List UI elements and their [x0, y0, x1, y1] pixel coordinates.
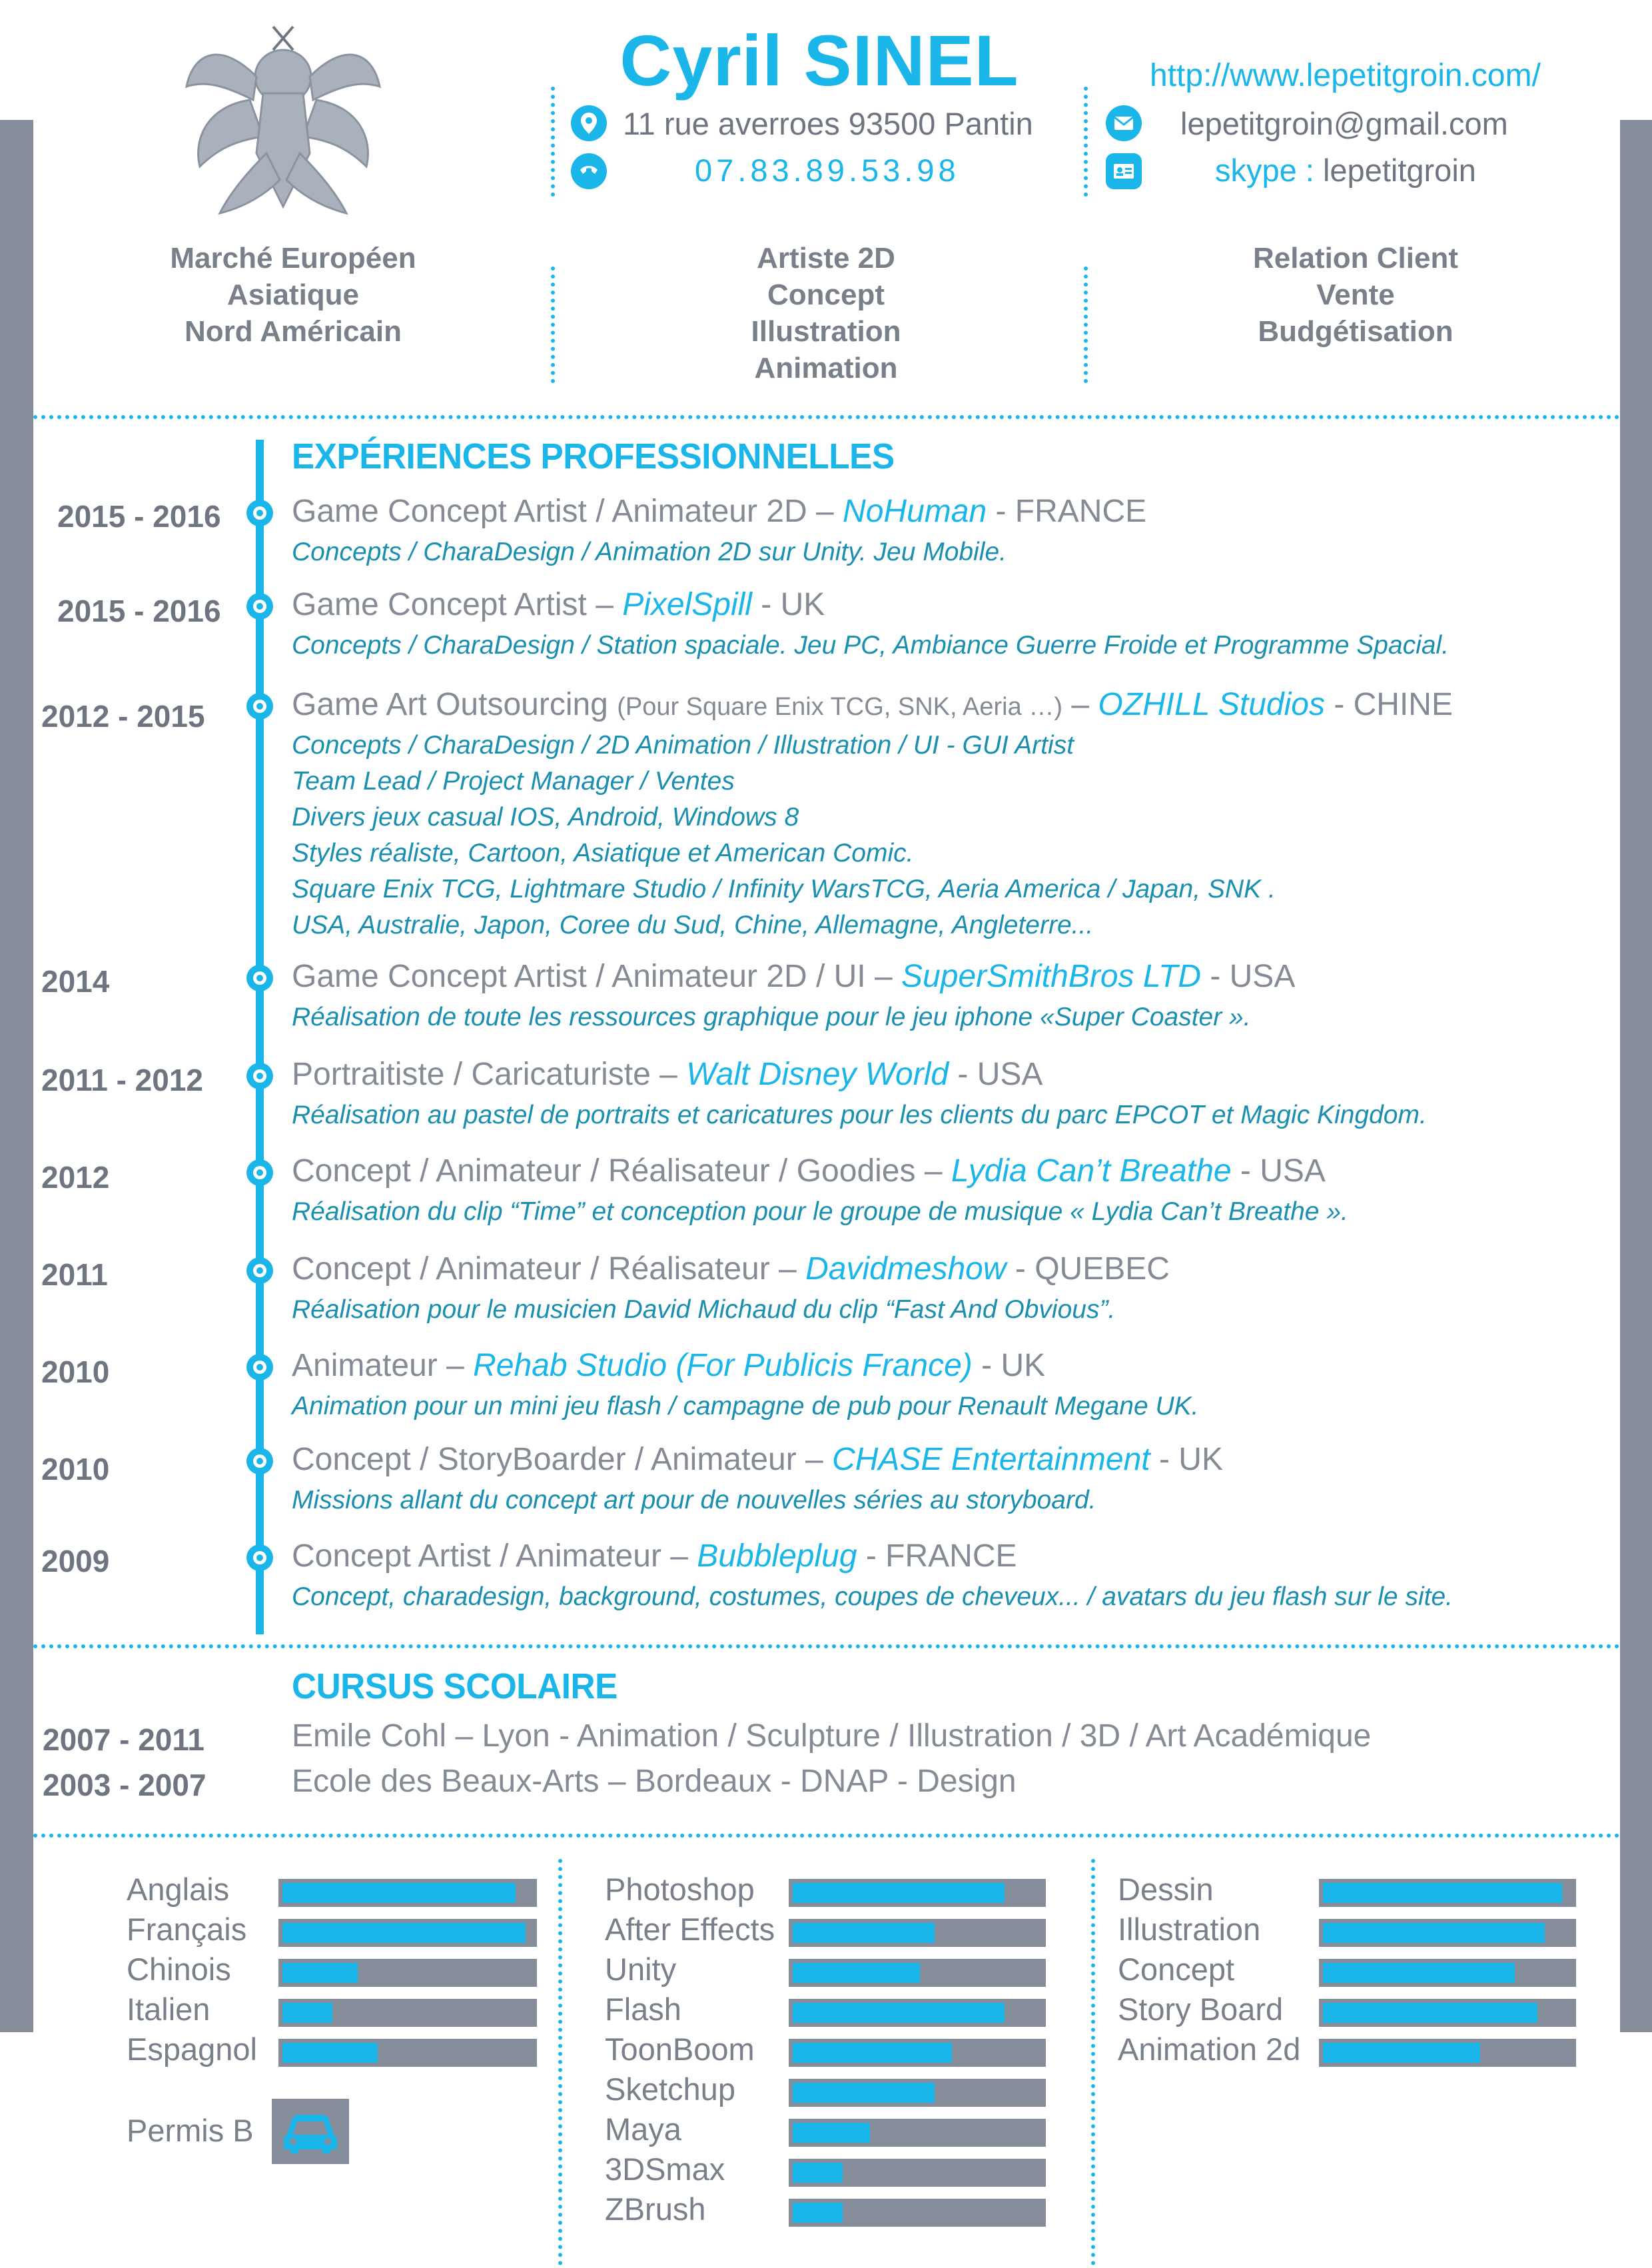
section-separator-1 [33, 415, 1620, 419]
languages-skill-level [282, 1923, 526, 1943]
software-skill-label: After Effects [605, 1912, 775, 1947]
job-description: Concepts / CharaDesign / Animation 2D sur Unity. Jeu Mobile. [292, 538, 1007, 566]
software-skill-level [793, 2043, 952, 2063]
location-pin-icon [571, 105, 607, 141]
job-description: Divers jeux casual IOS, Android, Windows 8 [292, 803, 799, 832]
art-skill-level [1323, 1883, 1562, 1903]
skills-divider-left [558, 1859, 562, 2265]
art-skill-bar [1319, 1999, 1576, 2027]
timeline-node [246, 693, 273, 720]
right-sidebar [1620, 120, 1652, 2032]
art-focus-item: Artiste 2D [757, 242, 895, 275]
job-description: Concepts / CharaDesign / 2D Animation / Illustration / UI - GUI Artist [292, 731, 1074, 760]
timeline-node [246, 1544, 273, 1571]
job-role: Concept / StoryBoarder / Animateur – [292, 1442, 833, 1477]
job-years: 2011 - 2012 [41, 1063, 204, 1097]
job-role-separator: – [1062, 687, 1098, 722]
job-country: - CHINE [1324, 687, 1453, 722]
languages-skill-level [282, 2043, 378, 2063]
languages-skill-label: Français [127, 1912, 247, 1947]
job-years: 2012 - 2015 [41, 699, 205, 734]
job-title [292, 1251, 1170, 1287]
section-separator-3 [33, 1834, 1620, 1838]
software-skill-level [793, 2203, 843, 2223]
phone-icon [571, 153, 607, 189]
email-icon [1106, 105, 1142, 141]
software-skill-label: Maya [605, 2111, 681, 2147]
languages-skill-bar [278, 1999, 537, 2027]
software-skill-bar [789, 1999, 1046, 2027]
software-skill-label: Sketchup [605, 2071, 735, 2107]
art-skill-level [1323, 2043, 1480, 2063]
software-skill-label: Unity [605, 1952, 677, 1987]
timeline-node [246, 965, 273, 991]
job-company: Bubbleplug [697, 1538, 857, 1574]
software-skill-label: ZBrush [605, 2191, 706, 2227]
job-description: Missions allant du concept art pour de nouvelles séries au storyboard. [292, 1486, 1096, 1514]
art-skill-bar [1319, 2039, 1576, 2067]
business-column [1182, 240, 1529, 350]
header-divider-right [1084, 87, 1088, 197]
job-description: Styles réaliste, Cartoon, Asiatique et American Comic. [292, 839, 914, 867]
address-text: 11 rue averroes 93500 Pantin [623, 106, 1033, 141]
section-separator-2 [33, 1644, 1620, 1648]
art-skill-bar [1319, 1879, 1576, 1907]
job-country: - USA [1200, 959, 1296, 994]
job-description: Réalisation au pastel de portraits et caricatures pour les clients du parc EPCOT et Magic Kingdom. [292, 1101, 1427, 1129]
job-title [292, 1538, 1017, 1574]
left-sidebar [0, 120, 33, 2032]
candidate-name: Cyril SINEL [620, 20, 1019, 101]
job-company: Walt Disney World [686, 1057, 949, 1092]
job-description: USA, Australie, Japon, Coree du Sud, Chine, Allemagne, Angleterre... [292, 911, 1094, 939]
software-skill-bar [789, 1919, 1046, 1947]
education-years: 2007 - 2011 [43, 1722, 205, 1757]
languages-skill-bar [278, 1959, 537, 1987]
languages-skill-level [282, 1963, 358, 1983]
languages-skill-bar [278, 2039, 537, 2067]
timeline-node [246, 1257, 273, 1284]
languages-skill-level [282, 2003, 332, 2023]
email-address[interactable]: lepetitgroin@gmail.com [1180, 106, 1508, 141]
software-skill-level [793, 2083, 935, 2103]
software-skill-bar [789, 2119, 1046, 2147]
job-title [292, 1153, 1326, 1189]
art-focus-item: Illustration [751, 315, 901, 348]
software-skill-label: Flash [605, 1991, 681, 2027]
art-skill-level [1323, 1923, 1545, 1943]
job-country: - USA [949, 1057, 1043, 1092]
business-item: Relation Client [1252, 242, 1459, 275]
market-item: Nord Américain [184, 315, 402, 348]
header-divider-left [551, 87, 555, 197]
languages-skill-label: Espagnol [127, 2031, 257, 2067]
skype-value: lepetitgroin [1322, 153, 1476, 188]
job-description: Concepts / CharaDesign / Station spaciale. Jeu PC, Ambiance Guerre Froide et Programme Spacial. [292, 631, 1449, 660]
job-description: Team Lead / Project Manager / Ventes [292, 767, 735, 796]
skype-contact[interactable] [1215, 152, 1476, 189]
languages-skill-label: Chinois [127, 1952, 231, 1987]
job-title [292, 493, 1146, 530]
software-skill-level [793, 2003, 1005, 2023]
job-description: Réalisation de toute les ressources graphique pour le jeu iphone «Super Coaster ». [292, 1003, 1251, 1031]
job-years: 2014 [41, 964, 110, 999]
art-skill-level [1323, 1963, 1515, 1983]
skype-label: skype : [1215, 153, 1314, 188]
software-skill-level [793, 2123, 870, 2143]
job-description: Réalisation du clip “Time” et conception pour le groupe de musique « Lydia Can’t Breathe ». [292, 1197, 1348, 1226]
job-company: Rehab Studio (For Publicis France) [473, 1348, 973, 1383]
job-years: 2010 [41, 1452, 110, 1486]
crest-emblem [180, 13, 386, 220]
software-skill-level [793, 1963, 920, 1983]
website-link[interactable]: http://www.lepetitgroin.com/ [1150, 58, 1541, 93]
job-role: Game Concept Artist / Animateur 2D – [292, 494, 843, 529]
job-country: - UK [972, 1348, 1046, 1383]
art-skill-label: Animation 2d [1118, 2031, 1301, 2067]
software-skill-bar [789, 2039, 1046, 2067]
software-skill-bar [789, 1879, 1046, 1907]
job-years: 2011 [41, 1257, 108, 1292]
job-company: Lydia Can’t Breathe [951, 1153, 1232, 1189]
job-description: Concept, charadesign, background, costumes, coupes de cheveux... / avatars du jeu flash sur le site. [292, 1582, 1453, 1611]
business-item: Budgétisation [1258, 315, 1453, 348]
art-skill-bar [1319, 1959, 1576, 1987]
software-skill-label: ToonBoom [605, 2031, 755, 2067]
job-company: OZHILL Studios [1098, 687, 1325, 722]
job-country: - USA [1231, 1153, 1326, 1189]
job-country: - UK [751, 587, 825, 622]
art-focus-item: Concept [767, 279, 885, 311]
art-column [653, 240, 999, 386]
job-company: Davidmeshow [805, 1251, 1007, 1287]
software-skill-level [793, 1883, 1005, 1903]
job-description: Square Enix TCG, Lightmare Studio / Infinity WarsTCG, Aeria America / Japan, SNK . [292, 875, 1276, 903]
job-description: Réalisation pour le musicien David Michaud du clip “Fast And Obvious”. [292, 1295, 1116, 1324]
timeline-node [246, 1063, 273, 1089]
job-title [292, 1441, 1223, 1478]
job-country: - FRANCE [987, 494, 1147, 529]
software-skill-bar [789, 2079, 1046, 2107]
software-skill-label: Photoshop [605, 1872, 755, 1907]
job-country: - FRANCE [857, 1538, 1017, 1574]
job-role: Game Concept Artist / Animateur 2D / UI – [292, 959, 902, 994]
languages-skill-level [282, 1883, 516, 1903]
markets-column [120, 240, 466, 350]
job-years: 2009 [41, 1544, 110, 1578]
job-years: 2015 - 2016 [57, 594, 221, 628]
phone-number[interactable]: 07.83.89.53.98 [695, 153, 960, 188]
job-years: 2012 [41, 1160, 110, 1195]
software-skill-bar [789, 1959, 1046, 1987]
experience-section-title: EXPÉRIENCES PROFESSIONNELLES [292, 436, 895, 476]
job-role: Game Art Outsourcing [292, 687, 618, 722]
languages-skill-bar [278, 1919, 537, 1947]
job-company: CHASE Entertainment [832, 1442, 1150, 1477]
languages-skill-bar [278, 1879, 537, 1907]
job-role: Concept Artist / Animateur – [292, 1538, 697, 1574]
languages-skill-label: Italien [127, 1991, 210, 2027]
job-role: Game Concept Artist – [292, 587, 623, 622]
education-section-title: CURSUS SCOLAIRE [292, 1666, 618, 1706]
focus-divider-left [551, 267, 555, 383]
timeline-node [246, 1354, 273, 1381]
focus-divider-right [1084, 267, 1088, 383]
software-skill-level [793, 1923, 935, 1943]
job-years: 2010 [41, 1355, 110, 1389]
job-company: SuperSmithBros LTD [901, 959, 1201, 994]
business-item: Vente [1316, 279, 1395, 311]
timeline-node [246, 1448, 273, 1474]
art-skill-label: Story Board [1118, 1991, 1284, 2027]
job-role: Animateur – [292, 1348, 474, 1383]
education-entry: Emile Cohl – Lyon - Animation / Sculpture / Illustration / 3D / Art Académique [292, 1718, 1372, 1754]
job-title [292, 686, 1453, 723]
software-skill-label: 3DSmax [605, 2151, 725, 2187]
job-country: - QUEBEC [1006, 1251, 1170, 1287]
art-skill-level [1323, 2003, 1537, 2023]
car-icon [272, 2099, 349, 2164]
job-country: - UK [1150, 1442, 1223, 1477]
job-role-note: (Pour Square Enix TCG, SNK, Aeria …) [617, 693, 1062, 721]
job-title [292, 958, 1295, 995]
software-skill-bar [789, 2199, 1046, 2227]
art-skill-label: Dessin [1118, 1872, 1214, 1907]
job-title [292, 1056, 1042, 1093]
skills-divider-right [1091, 1859, 1095, 2265]
software-skill-level [793, 2163, 843, 2183]
market-item: Marché Européen [170, 242, 416, 275]
job-role: Concept / Animateur / Réalisateur – [292, 1251, 806, 1287]
job-company: NoHuman [843, 494, 987, 529]
languages-skill-label: Anglais [127, 1872, 230, 1907]
education-years: 2003 - 2007 [43, 1768, 206, 1802]
software-skill-bar [789, 2159, 1046, 2187]
driving-license-label: Permis B [127, 2113, 254, 2148]
timeline-node [246, 1159, 273, 1186]
job-description: Animation pour un mini jeu flash / campagne de pub pour Renault Megane UK. [292, 1392, 1199, 1420]
art-skill-label: Concept [1118, 1952, 1235, 1987]
job-title [292, 1347, 1045, 1384]
job-role: Concept / Animateur / Réalisateur / Goodies – [292, 1153, 951, 1189]
job-role: Portraitiste / Caricaturiste – [292, 1057, 687, 1092]
art-skill-bar [1319, 1919, 1576, 1947]
art-focus-item: Animation [754, 352, 898, 384]
timeline-node [246, 593, 273, 620]
job-years: 2015 - 2016 [57, 499, 221, 534]
job-title [292, 586, 825, 623]
timeline-node [246, 500, 273, 526]
art-skill-label: Illustration [1118, 1912, 1261, 1947]
job-company: PixelSpill [622, 587, 752, 622]
education-entry: Ecole des Beaux-Arts – Bordeaux - DNAP - Design [292, 1764, 1017, 1799]
market-item: Asiatique [226, 279, 360, 311]
id-card-icon [1106, 153, 1142, 189]
